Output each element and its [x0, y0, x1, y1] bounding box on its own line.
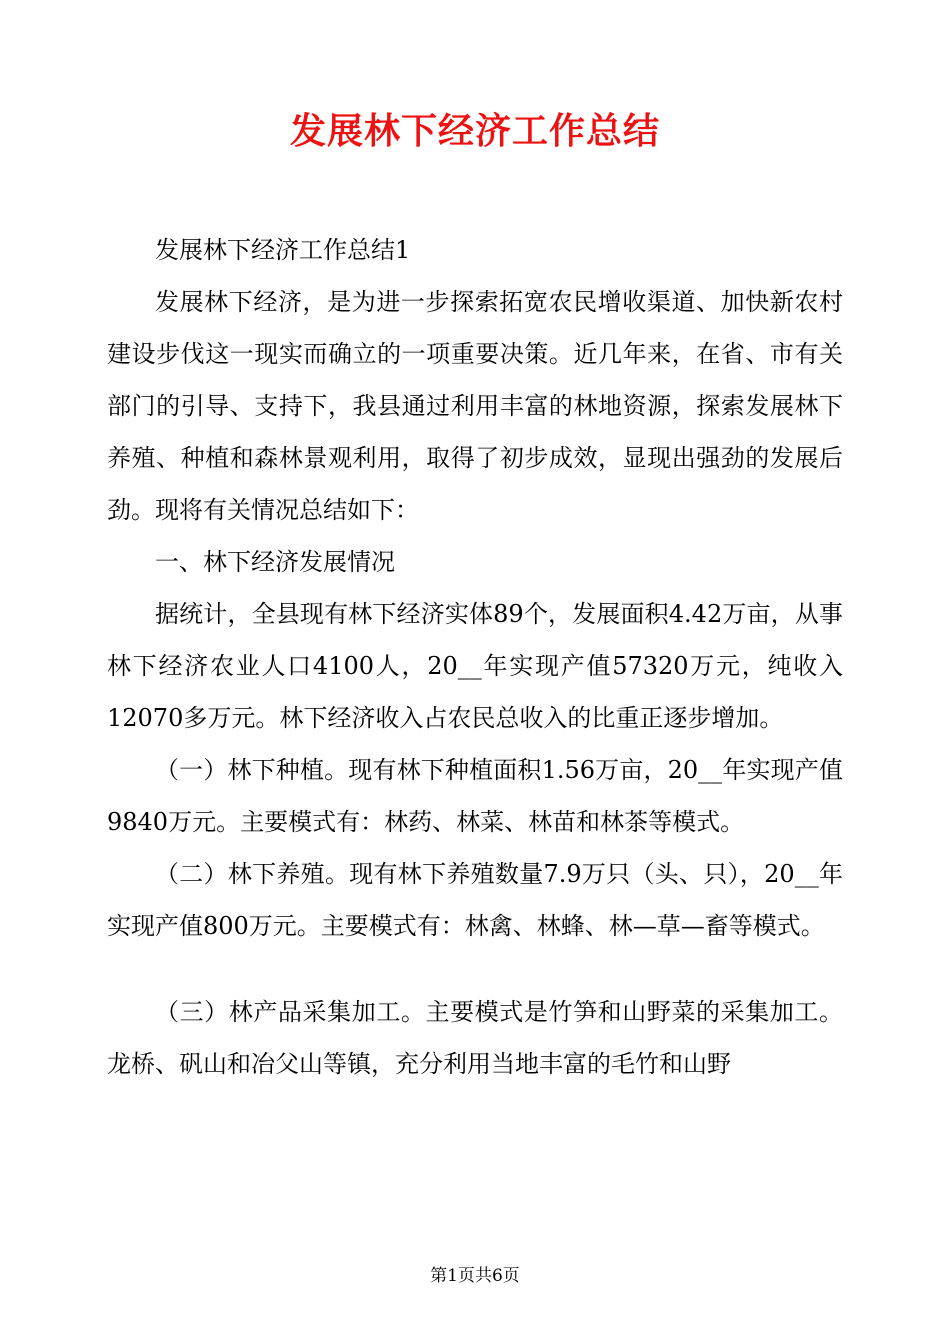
- section-heading: 发展林下经济工作总结1: [155, 236, 411, 264]
- planting-paragraph: （一）林下种植。现有林下种植面积1.56万亩，20__年实现产值9840万元。主要模式有：林药、林菜、林苗和林茶等模式。: [107, 756, 843, 836]
- breeding-paragraph: （二）林下养殖。现有林下养殖数量7.9万只（头、只），20__年实现产值800万元。主要模式有：林禽、林蜂、林—草—畜等模式。: [107, 860, 843, 940]
- processing-paragraph: （三）林产品采集加工。主要模式是竹笋和山野菜的采集加工。龙桥、矾山和冶父山等镇，充分利用当地丰富的毛竹和山野: [107, 998, 843, 1078]
- subsection-heading: 一、林下经济发展情况: [155, 548, 395, 576]
- intro-paragraph: 发展林下经济，是为进一步探索拓宽农民增收渠道、加快新农村建设步伐这一现实而确立的一项重要决策。近几年来，在省、市有关部门的引导、支持下，我县通过利用丰富的林地资源，探索发展林下养殖、种植和森林景观利用，取得了初步成效，显现出强劲的发展后劲。现将有关情况总结如下：: [107, 288, 843, 524]
- page-number-footer: 第1页共6页: [430, 1266, 520, 1286]
- document-body: [107, 224, 843, 1090]
- statistics-paragraph: 据统计，全县现有林下经济实体89个，发展面积4.42万亩，从事林下经济农业人口4100人，20__年实现产值57320万元，纯收入12070多万元。林下经济收入占农民总收入的比重正逐步增加。: [107, 600, 843, 732]
- document-title: 发展林下经济工作总结: [289, 111, 660, 152]
